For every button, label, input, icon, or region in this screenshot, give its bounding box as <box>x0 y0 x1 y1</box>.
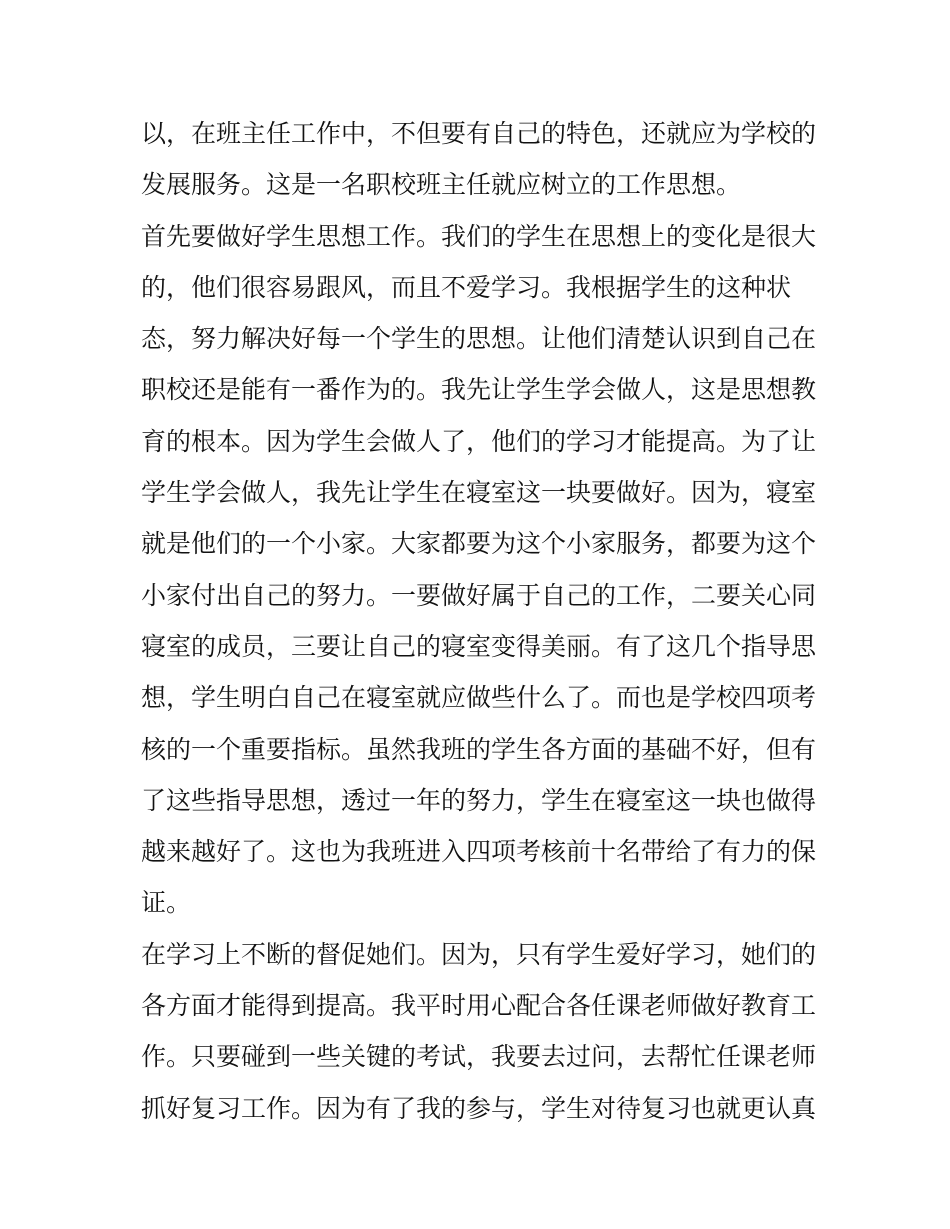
text-line-14: 了这些指导思想，透过一年的努力，学生在寝室这一块也做得 <box>141 785 817 815</box>
text-line-2: 发展服务。这是一名职校班主任就应树立的工作思想。 <box>141 170 742 200</box>
text-line-10: 小家付出自己的努力。一要做好属于自己的工作，二要关心同 <box>141 580 817 610</box>
text-line-19: 作。只要碰到一些关键的考试，我要去过问，去帮忙任课老师 <box>141 1042 817 1072</box>
text-line-1: 以，在班主任工作中，不但要有自己的特色，还就应为学校的 <box>141 119 817 148</box>
text-line-11: 寝室的成员，三要让自己的寝室变得美丽。有了这几个指导思 <box>141 631 817 661</box>
text-line-9: 就是他们的一个小家。大家都要为这个小家服务，都要为这个 <box>141 529 817 559</box>
body-text <box>141 108 821 1134</box>
text-line-15: 越来越好了。这也为我班进入四项考核前十名带给了有力的保 <box>141 837 817 867</box>
text-line-7: 育的根本。因为学生会做人了，他们的学习才能提高。为了让 <box>141 426 817 456</box>
text-line-6: 职校还是能有一番作为的。我先让学生学会做人，这是思想教 <box>141 375 817 405</box>
text-line-4: 的，他们很容易跟风，而且不爱学习。我根据学生的这种状 <box>141 272 792 302</box>
text-line-13: 核的一个重要指标。虽然我班的学生各方面的基础不好，但有 <box>141 734 817 764</box>
text-line-5: 态，努力解决好每一个学生的思想。让他们清楚认识到自己在 <box>141 324 817 354</box>
text-line-12: 想，学生明白自己在寝室就应做些什么了。而也是学校四项考 <box>141 683 817 713</box>
text-line-20: 抓好复习工作。因为有了我的参与，学生对待复习也就更认真 <box>141 1093 817 1123</box>
text-line-3: 首先要做好学生思想工作。我们的学生在思想上的变化是很大 <box>141 221 817 251</box>
text-line-18: 各方面才能得到提高。我平时用心配合各任课老师做好教育工 <box>141 991 817 1021</box>
text-line-17: 在学习上不断的督促她们。因为，只有学生爱好学习，她们的 <box>141 939 817 969</box>
text-line-8: 学生学会做人，我先让学生在寝室这一块要做好。因为，寝室 <box>141 478 817 508</box>
text-line-16: 证。 <box>141 888 192 918</box>
